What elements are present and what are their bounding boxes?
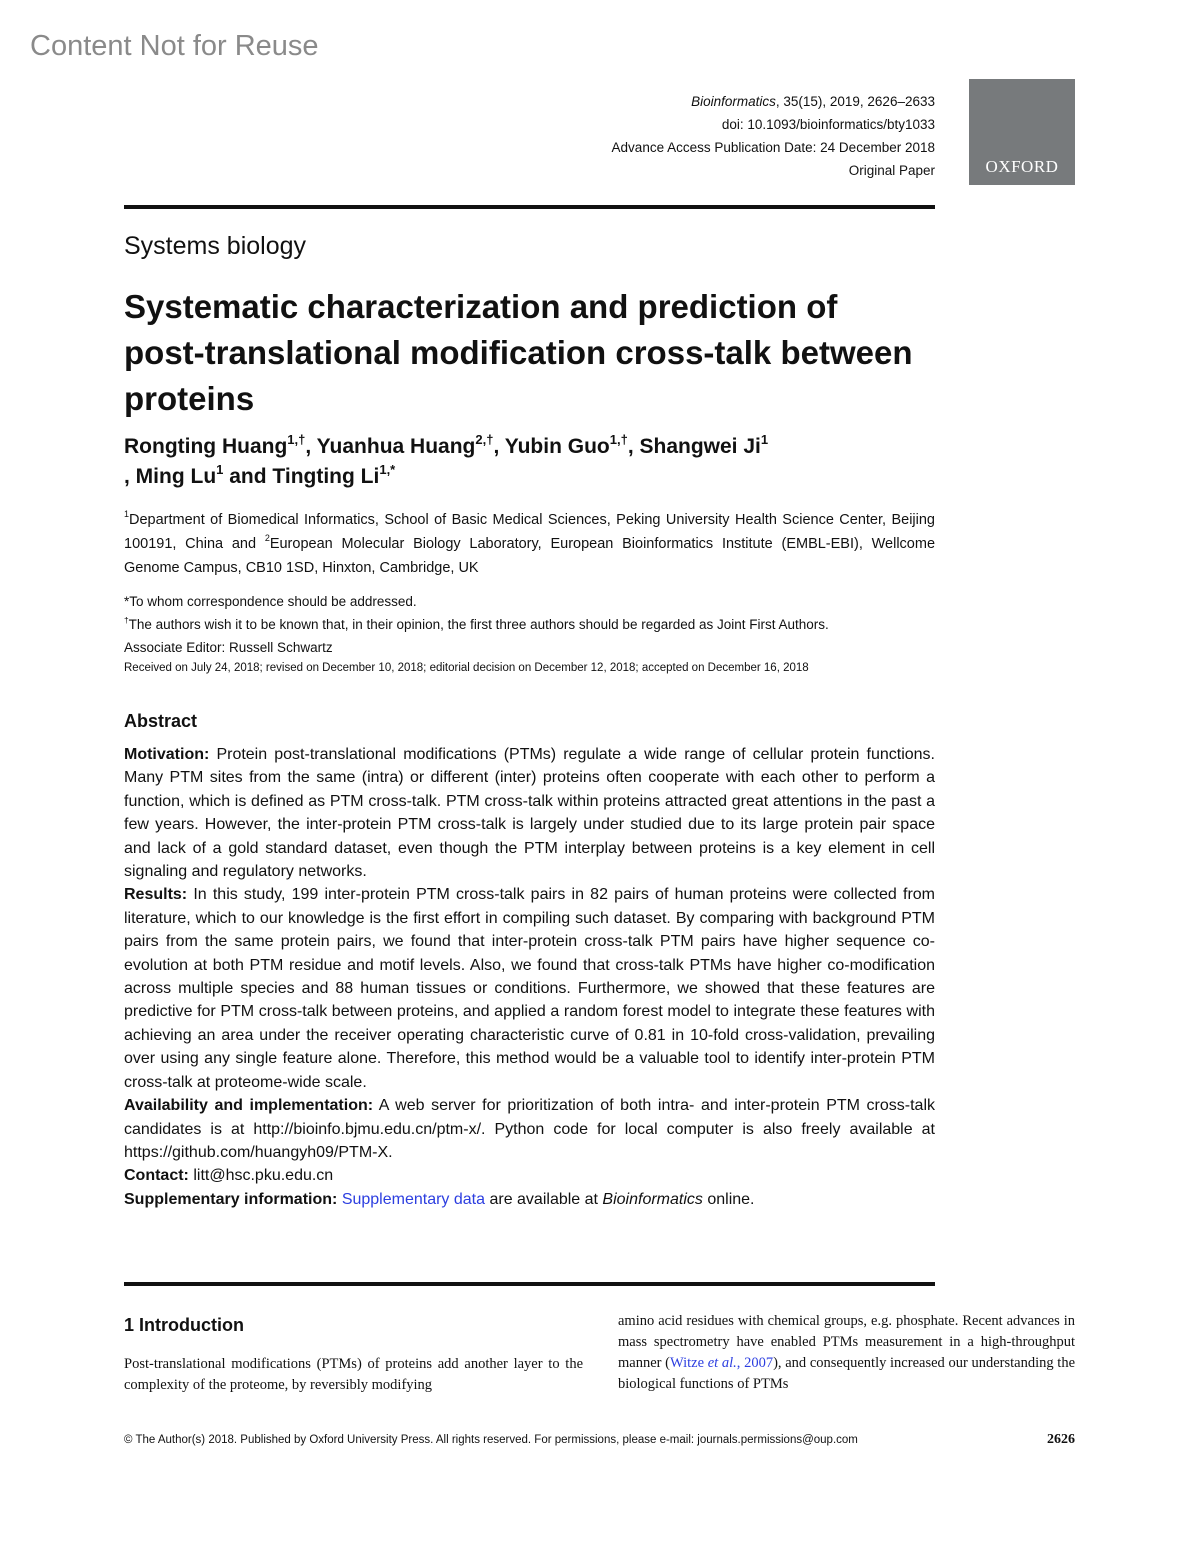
results-text: In this study, 199 inter-protein PTM cross-talk pairs in 82 pairs of human proteins were collected from literature, which to our knowledge is the first effort in compiling such dataset. By comparing with background PTM pairs from the same protein pairs, we found that inter-protein cross-talk PTM pairs have higher sequence co-evolution at both PTM residue and motif levels. Also, we found that cross-talk PTMs have higher co-modification across multiple species and 88 human tissues or conditions. Furthermore, we showed that these features are predictive for PTM cross-talk between proteins, and applied a random forest model to integrate these features with achieving an area under the receiver operating characteristic curve of 0.81 in 10-fold cross-validation, prevailing over using any single feature alone. Therefore, this method would be a valuable tool to identify inter-protein PTM cross-talk at proteome-wide scale. (124, 886, 935, 1091)
journal-citation (612, 90, 935, 113)
abstract-heading: Abstract (124, 711, 198, 731)
header-rule (124, 205, 935, 209)
joint-author-note (124, 613, 935, 636)
doi[interactable]: doi: 10.1093/bioinformatics/bty1033 (721, 117, 935, 132)
author-notes (124, 590, 935, 659)
intro-right-column (618, 1311, 1075, 1395)
abstract-body (124, 743, 935, 1211)
introduction-heading: 1 Introduction (124, 1315, 244, 1335)
abstract-supplementary (124, 1188, 935, 1211)
supplementary-data-link[interactable]: Supplementary data (341, 1190, 486, 1208)
motivation-text: Protein post-translational modifications (PTMs) regulate a wide range of cellular protein functions. Many PTM sites from the same (intra) or different (inter) proteins often cooperate with each other to perform a function, which is defined as PTM cross-talk. PTM cross-talk within proteins attracted great attentions in the past a few years. However, the inter-protein PTM cross-talk is largely under studied due to its large protein pair space and lack of a gold standard dataset, even though the PTM interplay between proteins is a key element in cell signaling and regulatory networks. (124, 746, 935, 881)
journal-volume-pages: , 35(15), 2019, 2626–2633 (775, 94, 935, 109)
author-affiliation-mark: 1,† (287, 431, 306, 447)
abstract-motivation (124, 743, 935, 883)
publication-dates: Received on July 24, 2018; revised on December 10, 2018; editorial decision on December 12, 2018; accepted on December 16, 2018 (124, 662, 809, 674)
abstract-results (124, 883, 935, 1094)
supplementary-end: online. (702, 1190, 755, 1208)
intro-right-text: amino acid residues with chemical groups, e.g. phosphate. Recent advances in mass spectrometry have enabled PTMs measurement in a high-throughput manner ( (618, 1313, 1075, 1371)
copyright-footer: © The Author(s) 2018. Published by Oxford University Press. All rights reserved. For permissions, please e-mail: journals.permissions@oup.com (124, 1434, 858, 1446)
journal-name: Bioinformatics (691, 94, 776, 109)
paper-title: Systematic characterization and prediction of post-translational modification cross-talk between proteins (124, 288, 913, 417)
motivation-label: Motivation: (124, 746, 210, 763)
page-number: 2626 (1047, 1432, 1075, 1447)
dagger-mark: † (124, 614, 129, 625)
citation-link[interactable] (670, 1355, 773, 1371)
author-affiliation-mark: 2,† (475, 431, 494, 447)
author-affiliation-mark: 1,* (379, 461, 396, 477)
associate-editor: Associate Editor: Russell Schwartz (124, 640, 333, 655)
contact-email[interactable]: litt@hsc.pku.edu.cn (188, 1167, 334, 1185)
abstract-contact (124, 1164, 935, 1187)
affiliations (124, 508, 935, 580)
citation-year: , 2007 (736, 1355, 774, 1371)
article-type: Original Paper (848, 163, 935, 178)
author-affiliation-mark: 1 (760, 431, 769, 447)
results-label: Results: (124, 886, 188, 904)
author-name: Rongting Huang (124, 435, 288, 458)
joint-author-text: The authors wish it to be known that, in their opinion, the first three authors should be regarded as Joint First Authors. (128, 617, 829, 632)
abstract-rule (124, 1282, 935, 1286)
citation-author: Witze (670, 1355, 708, 1371)
affiliation-text: Department of Biomedical Informatics, School of Basic Medical Sciences, Peking University Health Science Center, Beijing 100191, China and (124, 512, 935, 552)
watermark: Content Not for Reuse (30, 30, 319, 62)
availability-label: Availability and implementation: (124, 1097, 374, 1115)
supplementary-label: Supplementary information: (124, 1190, 338, 1208)
author-name: , Ming Lu (124, 465, 217, 488)
intro-left-column: Post-translational modifications (PTMs) of proteins add another layer to the complexity of the proteome, by reversibly modifying (124, 1356, 583, 1393)
supplementary-journal: Bioinformatics (602, 1190, 703, 1208)
oxford-logo-text: OXFORD (985, 157, 1059, 176)
contact-label: Contact: (124, 1167, 189, 1185)
author-name: , Shangwei Ji (627, 435, 761, 458)
author-name: , Yubin Guo (493, 435, 610, 458)
author-affiliation-mark: 1,† (609, 431, 628, 447)
affiliation-mark: 2 (264, 533, 270, 544)
author-name: , Yuanhua Huang (305, 435, 476, 458)
section-label: Systems biology (124, 232, 307, 260)
affiliation-mark: 1 (124, 509, 129, 520)
affiliation-text: European Molecular Biology Laboratory, European Bioinformatics Institute (EMBL-EBI), Wellcome Genome Campus, CB10 1SD, Hinxton, Cambridge, UK (124, 536, 936, 576)
abstract-availability (124, 1094, 935, 1164)
author-affiliation-mark: 1 (216, 461, 224, 477)
intro-right-text-end: ), and consequently increased our understanding the biological functions of PTMs (618, 1355, 1076, 1392)
supplementary-text: are available at (485, 1190, 603, 1208)
oxford-logo (969, 79, 1075, 185)
availability-text: A web server for prioritization of both intra- and inter-protein PTM cross-talk candidates is at http://bioinfo.bjmu.edu.cn/ptm-x/. Python code for local computer is also freely available at https://github.com/huangyh09/PTM-X. (124, 1097, 936, 1161)
citation-etal: et al. (707, 1355, 737, 1371)
advance-access-date: Advance Access Publication Date: 24 December 2018 (611, 140, 935, 155)
journal-citation-block (612, 90, 935, 182)
author-name: and Tingting Li (223, 465, 380, 488)
author-list (124, 432, 935, 492)
correspondence-note: *To whom correspondence should be addressed. (124, 594, 417, 609)
